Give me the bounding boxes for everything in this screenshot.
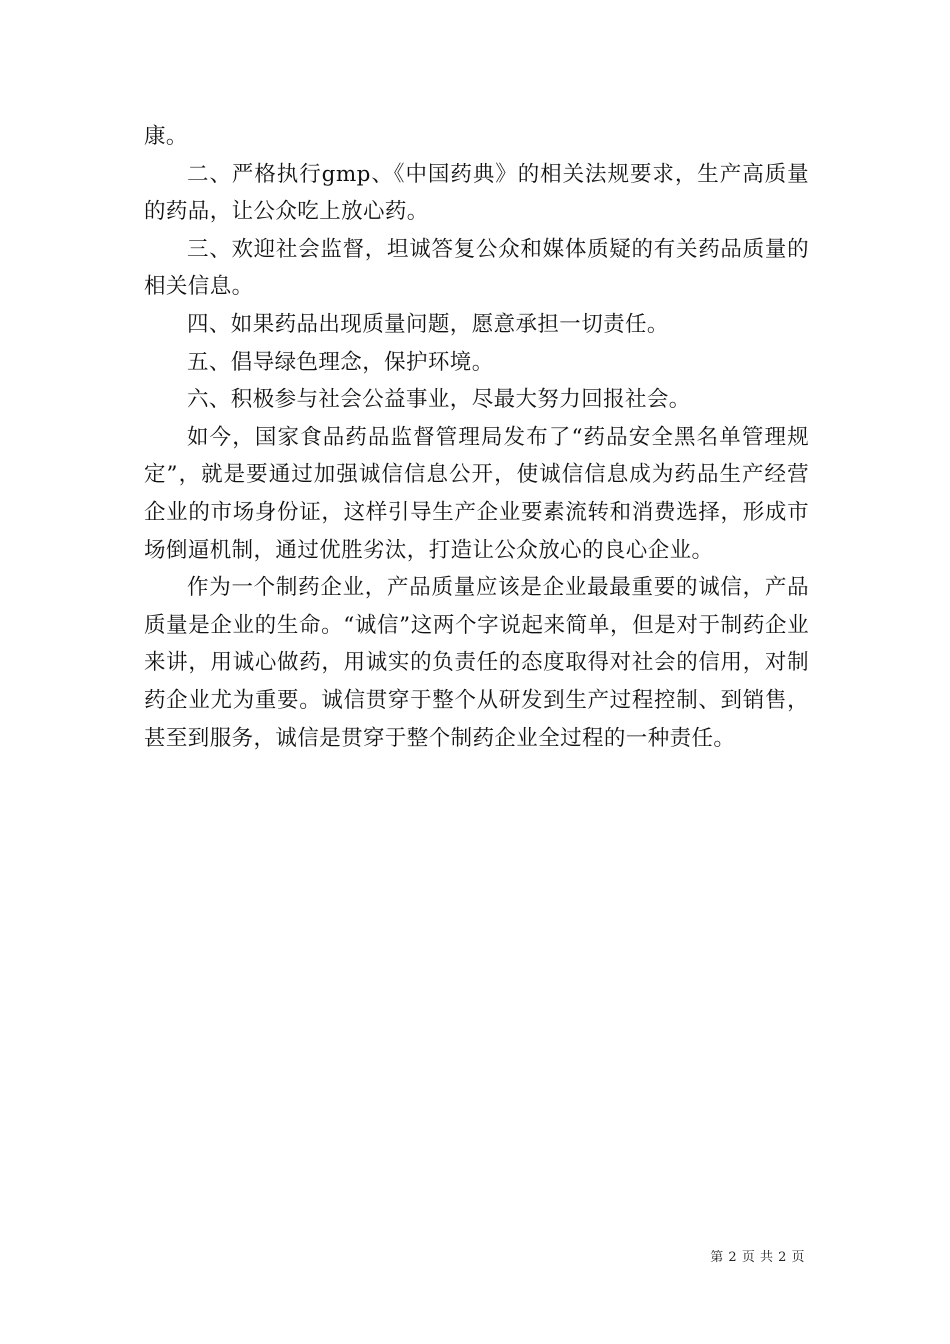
document-body bbox=[144, 118, 809, 757]
paragraph: 三、欢迎社会监督，坦诚答复公众和媒体质疑的有关药品质量的相关信息。 bbox=[144, 236, 809, 300]
paragraph: 作为一个制药企业，产品质量应该是企业最最重要的诚信，产品质量是企业的生命。“诚信”这两个字说起来简单，但是对于制药企业来讲，用诚心做药，用诚实的负责任的态度取得对社会的信用，对制药企业尤为重要。诚信贯穿于整个从研发到生产过程控制、到销售，甚至到服务，诚信是贯穿于整个制药企业全过程的一种责任。 bbox=[144, 575, 809, 751]
paragraph: 五、倡导绿色理念，保护环境。 bbox=[187, 349, 494, 375]
paragraph: 二、严格执行gmp、《中国药典》的相关法规要求，生产高质量的药品，让公众吃上放心药。 bbox=[144, 161, 809, 225]
page-number: 第 2 页 共 2 页 bbox=[710, 1250, 805, 1265]
paragraph: 康。 bbox=[144, 124, 188, 149]
paragraph: 六、积极参与社会公益事业，尽最大努力回报社会。 bbox=[187, 387, 691, 413]
paragraph: 四、如果药品出现质量问题，愿意承担一切责任。 bbox=[187, 311, 669, 337]
paragraph: 如今，国家食品药品监督管理局发布了“药品安全黑名单管理规定”，就是要通过加强诚信信息公开，使诚信信息成为药品生产经营企业的市场身份证，这样引导生产企业要素流转和消费选择，形成市场倒逼机制，通过优胜劣汰，打造让公众放心的良心企业。 bbox=[144, 424, 809, 563]
